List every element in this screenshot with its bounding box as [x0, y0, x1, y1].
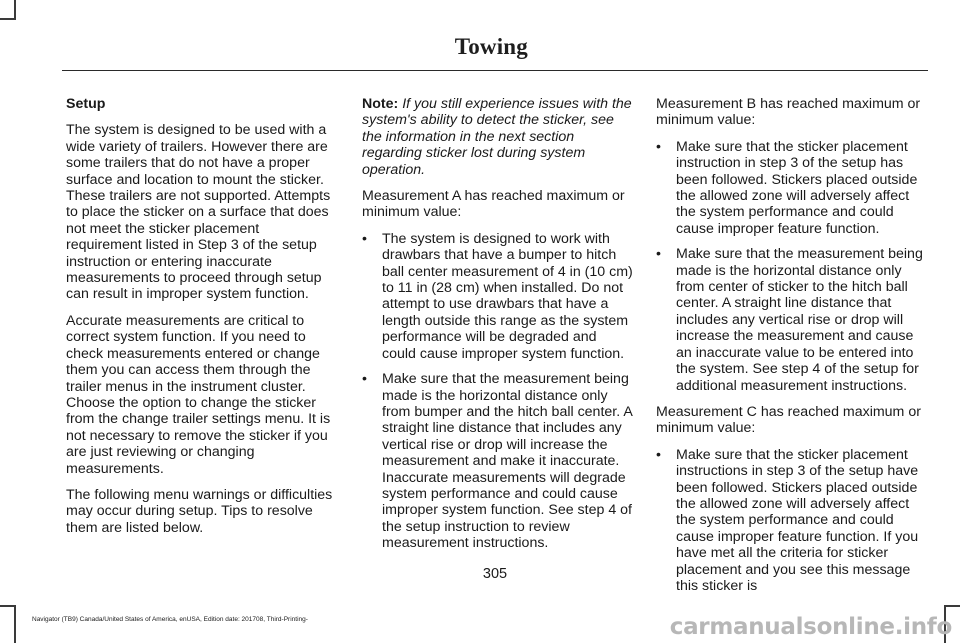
measurement-a-intro: Measurement A has reached maximum or minimum value:	[362, 188, 625, 221]
note	[362, 96, 634, 178]
crop-mark-top-left	[0, 0, 16, 20]
column-left	[66, 96, 338, 546]
crop-mark-bottom-left	[0, 605, 16, 643]
list-item: • Make sure that the sticker placement instruction in step 3 of the setup has been followed. Stickers placed outside the allowed zone will adversely affect the system performance and could cause improper feature function.	[656, 139, 930, 237]
paragraph: The following menu warnings or difficulties may occur during setup. Tips to resolve them are listed below.	[66, 486, 333, 536]
section-heading-setup: Setup	[66, 96, 106, 112]
list-item: • Make sure that the sticker placement instructions in step 3 of the setup have been followed. Stickers placed outside the allowed zone will adversely affect the system performance and could cause improper feature function. If you have met all the criteria for sticker placement and you see this message this sticker is	[656, 447, 930, 595]
page-number: 305	[482, 566, 508, 582]
note-text: If you still experience issues with the system's ability to detect the sticker, see the information in the next section regarding sticker lost during system operation.	[362, 96, 632, 178]
header-divider	[62, 70, 928, 71]
measurement-a-list	[362, 231, 634, 552]
measurement-c-intro: Measurement C has reached maximum or minimum value:	[656, 403, 921, 437]
edition-footer: Navigator (TB9) Canada/United States of America, enUSA, Edition date: 201708, Third-Printing-	[32, 616, 308, 623]
page-title: Towing	[454, 34, 528, 59]
column-right	[656, 96, 930, 604]
column-middle	[362, 96, 634, 562]
list-item: • The system is designed to work with drawbars that have a bumper to hitch ball center measurement of 4 in (10 cm) to 11 in (28 cm) when installed. Do not attempt to use drawbars that have a length outside this range as the system performance will be degraded and could cause improper system function.	[362, 231, 634, 362]
measurement-b-intro: Measurement B has reached maximum or minimum value:	[656, 96, 921, 129]
list-item: • Make sure that the measurement being made is the horizontal distance only from bumper and the hitch ball center. A straight line distance that includes any vertical rise or drop will increase the measurement and make it inaccurate. Inaccurate measurements will degrade system performance and could cause improper system function. See step 4 of the setup instruction to review measurement instructions.	[362, 371, 634, 551]
watermark-logo: carmanualsonline.info	[669, 614, 952, 640]
list-item: • Make sure that the measurement being made is the horizontal distance only from center of sticker to the hitch ball center. A straight line distance that includes any vertical rise or drop will increase the measurement and cause an inaccurate value to be entered into the system. See step 4 of the setup for additional measurement instructions.	[656, 246, 930, 394]
paragraph: The system is designed to be used with a wide variety of trailers. However there are some trailers that do not have a proper surface and location to mount the sticker. These trailers are not supported. Attempts to place the sticker on a surface that does not meet the sticker placement requirement listed in Step 3 of the setup instruction or entering inaccurate measurements to proceed through setup can result in improper system function.	[66, 122, 331, 303]
measurement-b-list	[656, 139, 930, 394]
note-label: Note:	[362, 96, 399, 112]
paragraph: Accurate measurements are critical to correct system function. If you need to check measurements entered or change them you can access them through the trailer menus in the instrument cluster. Choose the option to change the sticker from the change trailer settings menu. It is not necessary to remove the sticker if you are just reviewing or changing measurements.	[66, 312, 331, 477]
